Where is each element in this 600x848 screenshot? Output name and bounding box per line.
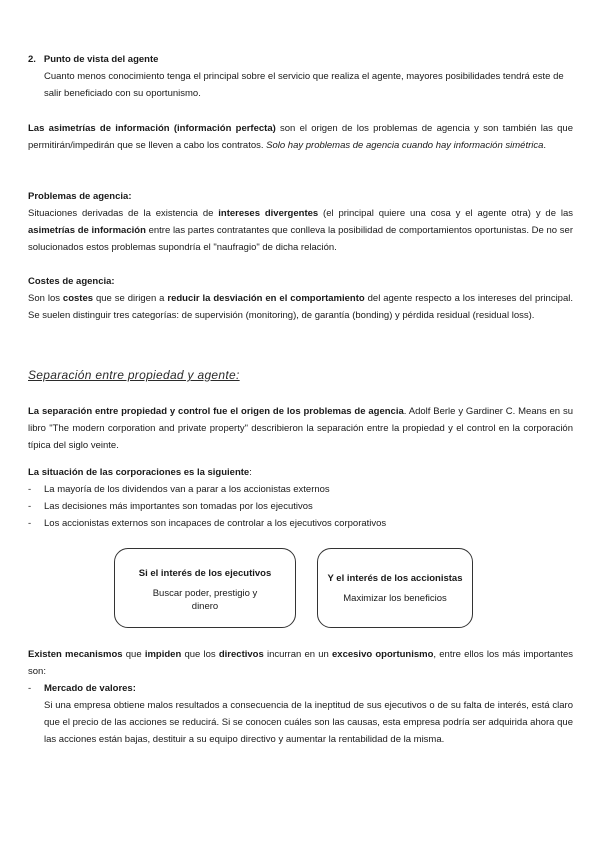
separacion-bold: La separación entre propiedad y control fue el origen de los problemas de agencia (28, 406, 404, 417)
asimetrias-italic: Solo hay problemas de agencia cuando hay información simétrica (266, 140, 544, 151)
costes-text-1: Son los (28, 293, 63, 304)
dash-bullet: - (28, 683, 32, 694)
mecanismos-text-3: incurran en un (263, 649, 333, 660)
ejecutivos-box (114, 548, 296, 628)
ejecutivos-sub: Buscar poder, prestigio y dinero (152, 588, 258, 612)
list-item (28, 680, 573, 748)
mercado-valores-text: Si una empresa obtiene malos resultados a consecuencia de la ineptitud de sus ejecutivos o de su falta de interés, está claro que el precio de las acciones se reducirá. Si se conocen cuáles son las causas, esta empresa podría ser adquirida ahora que las acciones están bajas, destituir a su equipo directivo y aumentar la rentabilidad de la misma. (44, 700, 573, 745)
list-item-text: Las decisiones más importantes son tomadas por los ejecutivos (44, 501, 313, 512)
mecanismos-bold-4: excesivo oportunismo (332, 649, 434, 660)
ejecutivos-title: Si el interés de los ejecutivos (138, 568, 272, 579)
mercado-valores-title: Mercado de valores: (44, 683, 136, 694)
separacion-heading: Separación entre propiedad y agente: (28, 368, 240, 382)
accionistas-sub: Maximizar los beneficios (343, 593, 447, 604)
mecanismos-text-2: que los (181, 649, 219, 660)
costes-section (28, 273, 573, 324)
problemas-section (28, 188, 573, 256)
costes-text-3: del agente respecto a los intereses del principal. Se suelen distinguir tres categorías: de supervisión (monitoring), de garantía (bonding) y pérdida residual (residual loss). (28, 293, 573, 321)
separacion-text: . Adolf Berle y Gardiner C. Means en su libro "The modern corporation and private property" describieron la separación entre la propiedad y el control en la corporación típica del siglo veinte. (28, 406, 573, 451)
accionistas-box (317, 548, 473, 628)
asimetrias-text: son el origen de los problemas de agencia y son también las que permitirán/impedirán que se lleven a cabo los contratos. (28, 123, 573, 151)
costes-text-2: que se dirigen a (93, 293, 168, 304)
accionistas-title: Y el interés de los accionistas (327, 573, 463, 584)
problemas-bold-1: intereses divergentes (218, 208, 319, 219)
situacion-section (28, 464, 573, 532)
asimetrias-paragraph (28, 120, 573, 154)
dash-bullet: - (28, 501, 32, 512)
section-2 (28, 51, 573, 102)
situacion-colon: : (249, 467, 252, 478)
costes-heading: Costes de agencia: (28, 276, 115, 287)
situacion-list (28, 481, 573, 532)
problemas-text-1: Situaciones derivadas de la existencia de (28, 208, 219, 219)
list-item-text: La mayoría de los dividendos van a parar a los accionistas externos (44, 484, 330, 495)
mecanismos-bold-3: directivos (218, 649, 264, 660)
mecanismos-text-4: , entre ellos los más importantes son: (28, 649, 573, 677)
situacion-heading: La situación de las corporaciones es la siguiente (28, 467, 250, 478)
dash-bullet: - (28, 484, 32, 495)
list-item (28, 481, 573, 498)
list-item (28, 515, 573, 532)
mecanismos-paragraph (28, 646, 573, 748)
dash-bullet: - (28, 518, 32, 529)
asimetrias-end: . (543, 140, 547, 151)
list-item (28, 498, 573, 515)
list-item-text: Los accionistas externos son incapaces de controlar a los ejecutivos corporativos (44, 518, 387, 529)
problemas-bold-2: asimetrías de información (28, 225, 146, 236)
mecanismos-bold-1: Existen mecanismos (28, 649, 123, 660)
problemas-text-2: (el principal quiere una cosa y el agente otra) y de las (318, 208, 574, 219)
section-2-text: Cuanto menos conocimiento tenga el principal sobre el servicio que realiza el agente, mayores posibilidades tendrá este de salir beneficiado con su oportunismo. (44, 71, 564, 99)
mecanismos-bold-2: impiden (144, 649, 182, 660)
costes-bold-2: reducir la desviación en el comportamiento (167, 293, 365, 304)
asimetrias-bold: Las asimetrías de información (información perfecta) (28, 123, 276, 134)
problemas-heading: Problemas de agencia: (28, 191, 132, 202)
mecanismos-text-1: que (122, 649, 145, 660)
separacion-paragraph (28, 403, 573, 454)
mecanismos-list (28, 680, 573, 748)
costes-bold-1: costes (62, 293, 94, 304)
section-title: Punto de vista del agente (43, 54, 159, 65)
problemas-text-3: entre las partes contratantes que conlleva la posibilidad de comportamientos oportunistas. De no ser solucionados estos problemas supondría el "naufragio" de dicha relación. (28, 225, 573, 253)
section-2-heading (28, 51, 573, 68)
section-number: 2. (28, 54, 36, 65)
